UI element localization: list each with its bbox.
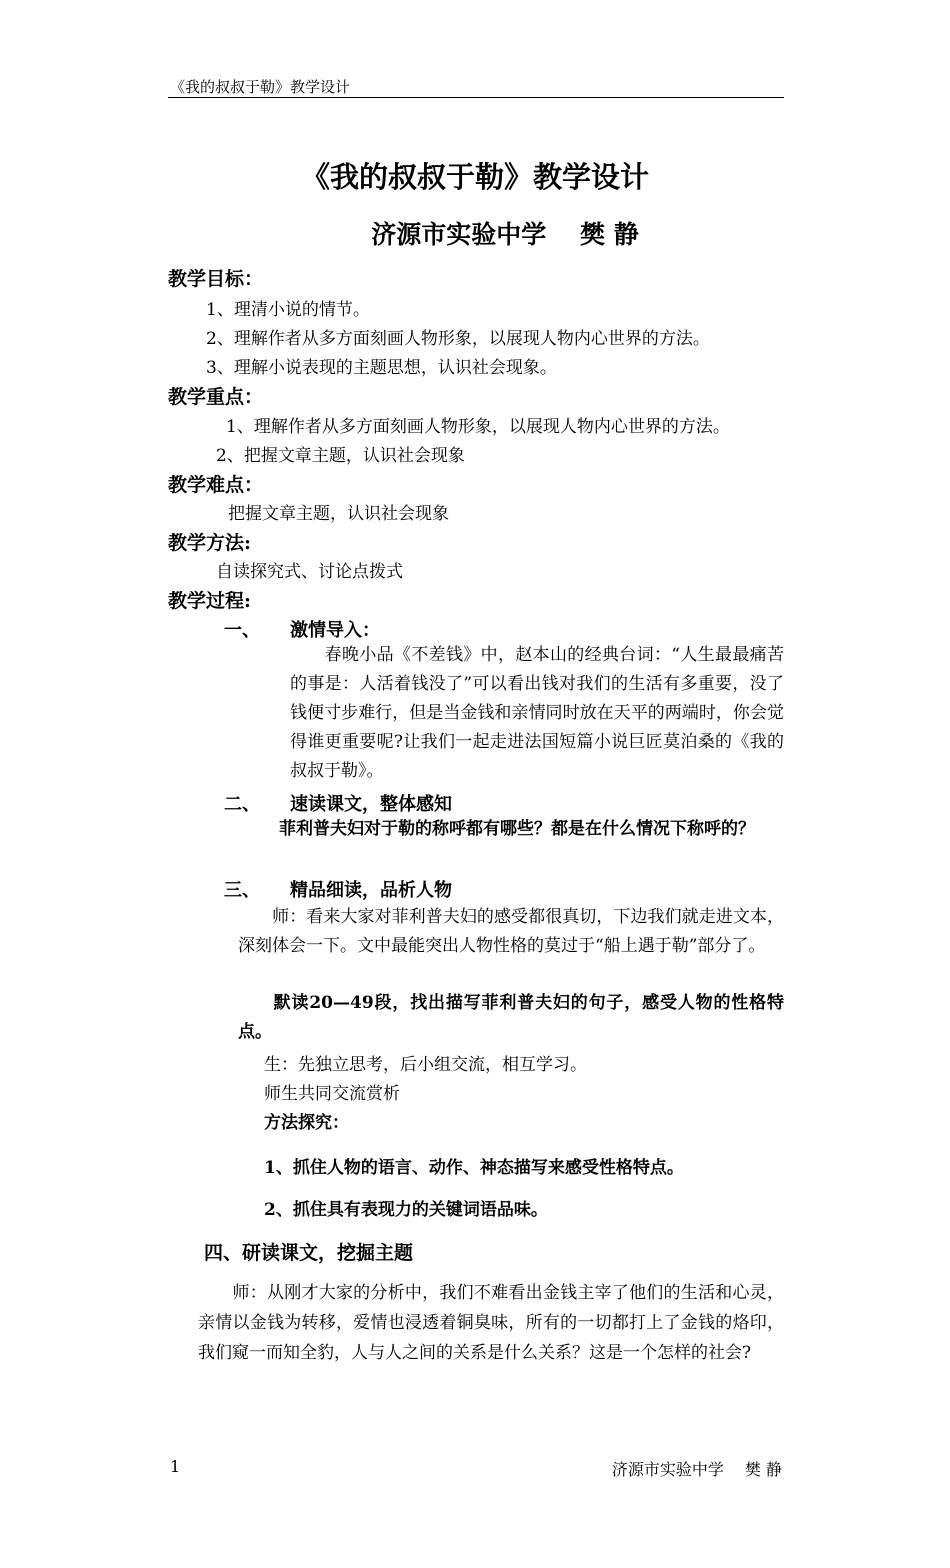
step3-task: 默读20—49段，找出描写菲利普夫妇的句子，感受人物的性格特点。 — [238, 993, 784, 1042]
goals-heading: 教学目标： — [168, 268, 264, 290]
step3-student: 生：先独立思考，后小组交流，相互学习。 — [264, 1055, 587, 1075]
goal-item: 3、理解小说表现的主题思想，认识社会现象。 — [206, 358, 557, 378]
step3-together: 师生共同交流赏析 — [264, 1084, 400, 1104]
step1-paragraph: 春晚小品《不差钱》中，赵本山的经典台词：“人生最最痛苦的事是：人活着钱没了”可以看出钱对我们的生活有多重要，没了钱便寸步难行，但是当金钱和亲情同时放在天平的两端时，你会觉得谁更重要呢?让我们一起走进法国短篇小说巨匠莫泊桑的《我的叔叔于勒》。 — [290, 645, 784, 781]
step2-number: 二、 — [224, 794, 260, 815]
step3-title: 精品细读，品析人物 — [290, 880, 452, 901]
methods-heading: 教学方法: — [168, 532, 252, 554]
process-heading: 教学过程: — [168, 590, 252, 612]
goal-item: 1、理清小说的情节。 — [206, 300, 370, 320]
step2-question: 菲利普夫妇对于勒的称呼都有哪些？都是在什么情况下称呼的？ — [262, 819, 755, 839]
header-divider — [168, 97, 784, 98]
document-author: 济源市实验中学 樊 静 — [371, 220, 639, 249]
key-point-item: 2、把握文章主题，认识社会现象 — [216, 446, 465, 466]
step1-number: 一、 — [224, 620, 260, 641]
key-point-item: 1、理解作者从多方面刻画人物形象，以展现人物内心世界的方法。 — [226, 417, 730, 437]
step4-title: 四、研读课文，挖掘主题 — [204, 1242, 414, 1264]
step3-number: 三、 — [224, 880, 260, 901]
key-points-heading: 教学重点： — [168, 386, 264, 408]
step1-title: 激情导入： — [290, 620, 380, 641]
step3-paragraph: 师：看来大家对菲利普夫妇的感受都很真切，下边我们就走进文本，深刻体会一下。文中最能突出人物性格的莫过于“船上遇于勒”部分了。 — [238, 907, 784, 956]
methods-text: 自读探究式、讨论点拨式 — [216, 562, 403, 582]
document-title: 《我的叔叔于勒》教学设计 — [300, 160, 649, 194]
step3-method-item: 2、抓住具有表现力的关键词语品味。 — [264, 1200, 548, 1220]
step3-method-heading: 方法探究： — [264, 1113, 349, 1133]
goal-item: 2、理解作者从多方面刻画人物形象，以展现人物内心世界的方法。 — [206, 329, 710, 349]
page-footer: 济源市实验中学 樊 静 — [611, 1460, 782, 1479]
difficulties-text: 把握文章主题，认识社会现象 — [228, 504, 449, 524]
difficulties-heading: 教学难点： — [168, 474, 264, 496]
page-header: 《我的叔叔于勒》教学设计 — [170, 78, 351, 96]
step2-title: 速读课文，整体感知 — [290, 794, 452, 815]
step4-paragraph: 师：从刚才大家的分析中，我们不难看出金钱主宰了他们的生活和心灵，亲情以金钱为转移，爱情也浸透着铜臭味，所有的一切都打上了金钱的烙印，我们窥一而知全豹，人与人之间的关系是什么关系？这是一个怎样的社会? — [198, 1283, 784, 1363]
page-number: 1 — [170, 1457, 181, 1476]
step3-method-item: 1、抓住人物的语言、动作、神态描写来感受性格特点。 — [264, 1158, 684, 1178]
